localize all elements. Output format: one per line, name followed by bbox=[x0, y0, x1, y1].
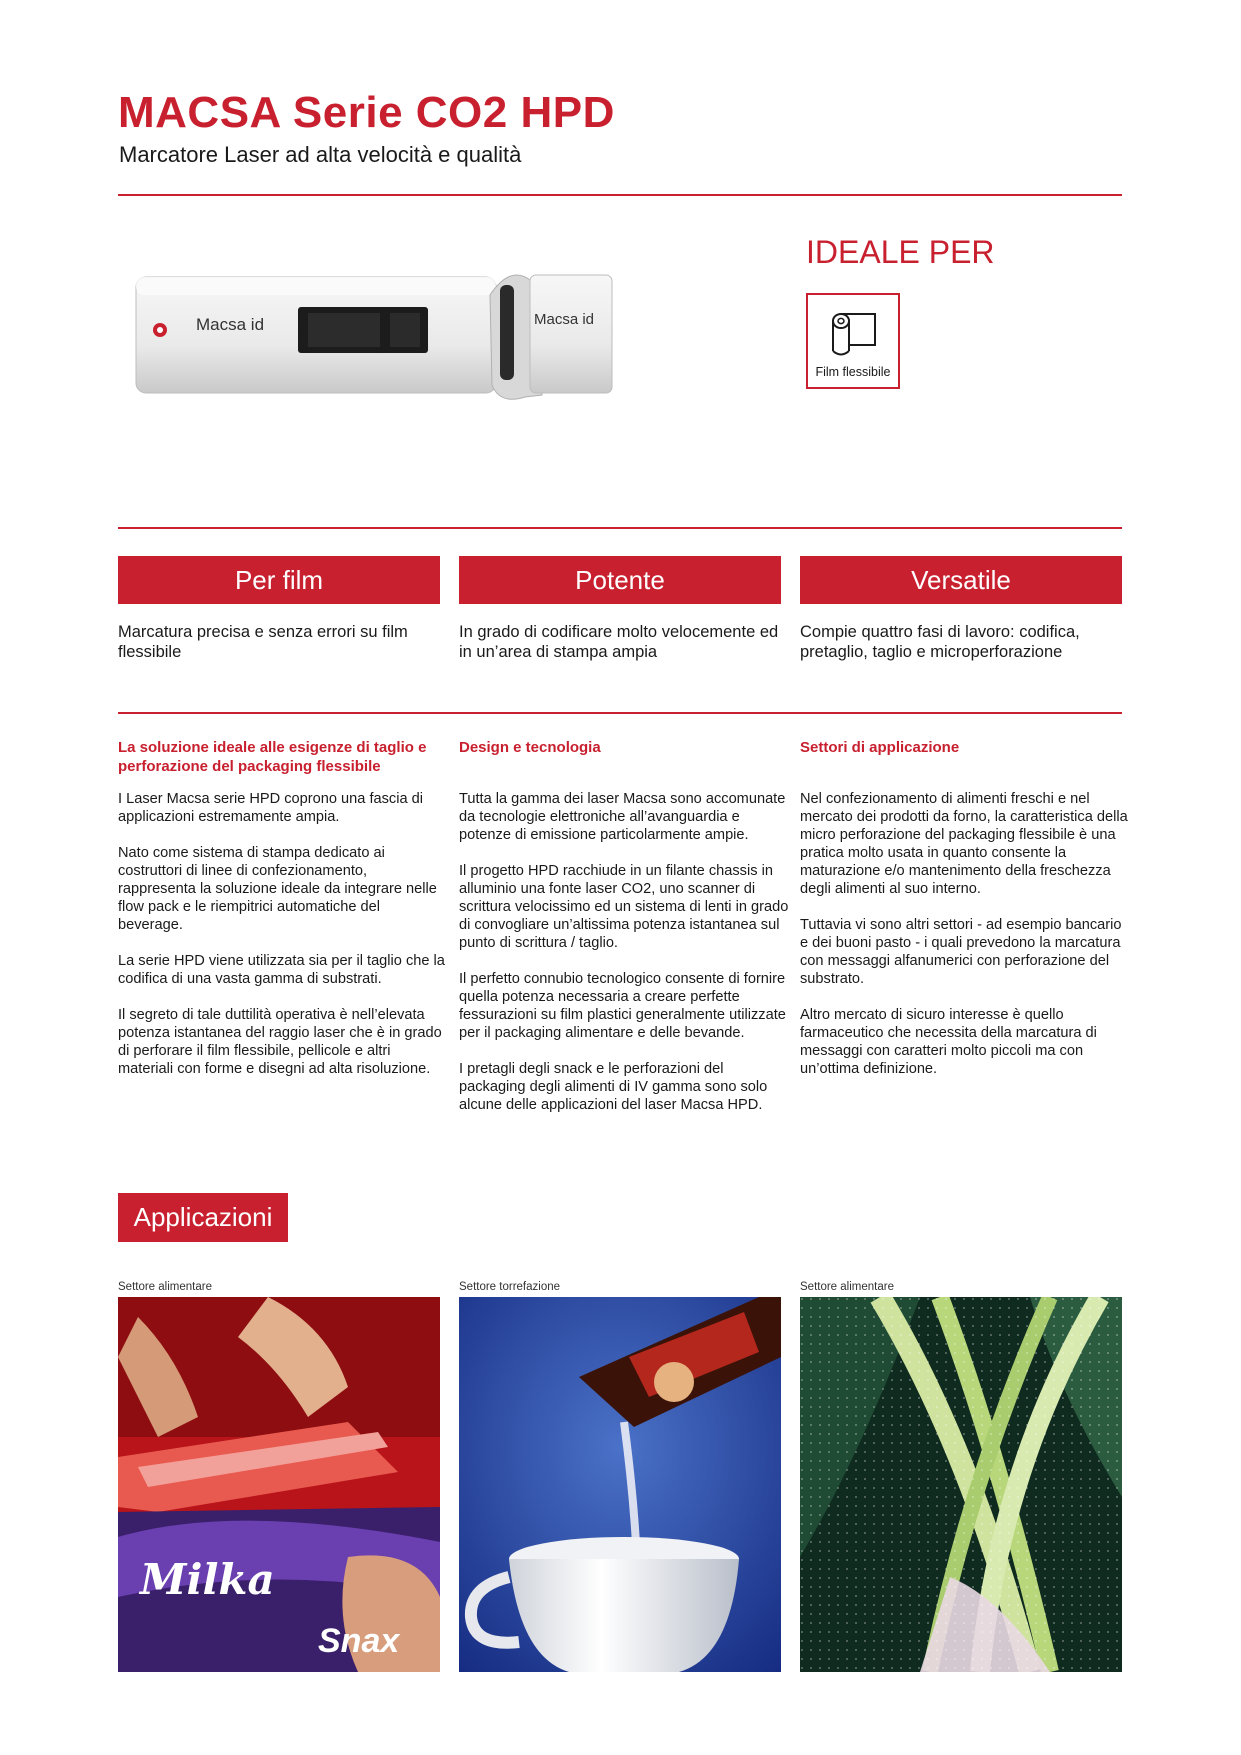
column-body-design bbox=[459, 790, 789, 1132]
paragraph: Il segreto di tale duttilità operativa è nell’elevata potenza istantanea del raggio laser che è in grado di perforare il film flessibile, pellicole e altri materiali con forme e disegni ad alta risoluzione. bbox=[118, 1007, 442, 1077]
paragraph: Nato come sistema di stampa dedicato ai costruttori di linee di confezionamento, rappresenta la soluzione ideale da integrare nelle flow pack e le riempitrici automatiche del beverage. bbox=[118, 845, 437, 933]
divider bbox=[118, 527, 1122, 529]
paragraph: Il progetto HPD racchiude in un filante chassis in alluminio una fonte laser CO2, uno scanner di scrittura velocissimo ed un sistema di lenti in grado di convogliare un’altissima potenza istantanea sul punto di scrittura / taglio. bbox=[459, 863, 789, 951]
paragraph: Nel confezionamento di alimenti freschi e nel mercato dei prodotti da forno, la caratteristica della micro perforazione del packaging flessibile è una pratica molto usata in quanto consente la maturazione e/o mantenimento della freschezza degli alimenti al suo interno. bbox=[800, 791, 1128, 897]
column-heading-design: Design e tecnologia bbox=[459, 739, 601, 756]
applications-title: Applicazioni bbox=[118, 1193, 288, 1242]
photo-brand-text: Snax bbox=[318, 1622, 400, 1660]
film-roll-icon bbox=[827, 305, 881, 359]
paragraph: Tutta la gamma dei laser Macsa sono accomunate da tecnologie elettroniche all’avanguardia e potenze di emissione particolarmente ampie. bbox=[459, 791, 786, 843]
ideal-item-label: Film flessibile bbox=[815, 365, 891, 379]
photo-caption: Settore alimentare bbox=[118, 1281, 212, 1293]
ideal-item-film bbox=[806, 293, 900, 389]
feature-title-film: Per film bbox=[118, 556, 440, 604]
paragraph: I pretagli degli snack e le perforazioni del packaging degli alimenti di IV gamma sono solo alcune delle applicazioni del laser Macsa HPD. bbox=[459, 1061, 768, 1113]
page-title: MACSA Serie CO2 HPD bbox=[118, 88, 615, 137]
product-image bbox=[130, 255, 620, 415]
paragraph: La serie HPD viene utilizzata sia per il taglio che la codifica di una vasta gamma di substrati. bbox=[118, 953, 445, 987]
paragraph: Il perfetto connubio tecnologico consente di fornire quella potenza necessaria a creare perfette fessurazioni su film plastici generalmente utilizzate per il packaging alimentare e delle bevande. bbox=[459, 971, 786, 1041]
product-brand-label: Macsa id bbox=[196, 315, 265, 334]
photo-snack-packaging bbox=[118, 1297, 440, 1672]
feature-text-film: Marcatura precisa e senza errori su film flessibile bbox=[118, 623, 408, 661]
paragraph: Altro mercato di sicuro interesse è quello farmaceutico che necessita della marcatura di messaggi con caratteri molto piccoli ma con un’ottima definizione. bbox=[800, 1007, 1097, 1077]
photo-coffee-cup bbox=[459, 1297, 781, 1672]
column-heading-solution: La soluzione ideale alle esigenze di taglio e perforazione del packaging flessibile bbox=[118, 739, 427, 775]
ideal-title: IDEALE PER bbox=[806, 234, 995, 270]
column-body-sectors bbox=[800, 790, 1130, 1096]
photo-brand-text: Milka bbox=[140, 1555, 275, 1604]
product-brand-label-side: Macsa id bbox=[534, 311, 595, 328]
page-subtitle: Marcatore Laser ad alta velocità e qualità bbox=[119, 142, 522, 167]
column-body-solution bbox=[118, 790, 448, 1096]
feature-text-powerful: In grado di codificare molto velocemente ed in un’area di stampa ampia bbox=[459, 623, 779, 661]
feature-title-powerful: Potente bbox=[459, 556, 781, 604]
divider bbox=[118, 712, 1122, 714]
column-heading-sectors: Settori di applicazione bbox=[800, 739, 960, 756]
feature-text-versatile: Compie quattro fasi di lavoro: codifica, pretaglio, taglio e microperforazione bbox=[800, 623, 1080, 661]
photo-perforated-film bbox=[800, 1297, 1122, 1672]
feature-title-versatile: Versatile bbox=[800, 556, 1122, 604]
photo-caption: Settore alimentare bbox=[800, 1281, 894, 1293]
paragraph: Tuttavia vi sono altri settori - ad esempio bancario e dei buoni pasto - i quali prevedono la marcatura con messaggi alfanumerici con perforazione del substrato. bbox=[800, 917, 1122, 987]
photo-caption: Settore torrefazione bbox=[459, 1281, 561, 1293]
divider bbox=[118, 194, 1122, 196]
paragraph: I Laser Macsa serie HPD coprono una fascia di applicazioni estremamente ampia. bbox=[118, 791, 423, 825]
